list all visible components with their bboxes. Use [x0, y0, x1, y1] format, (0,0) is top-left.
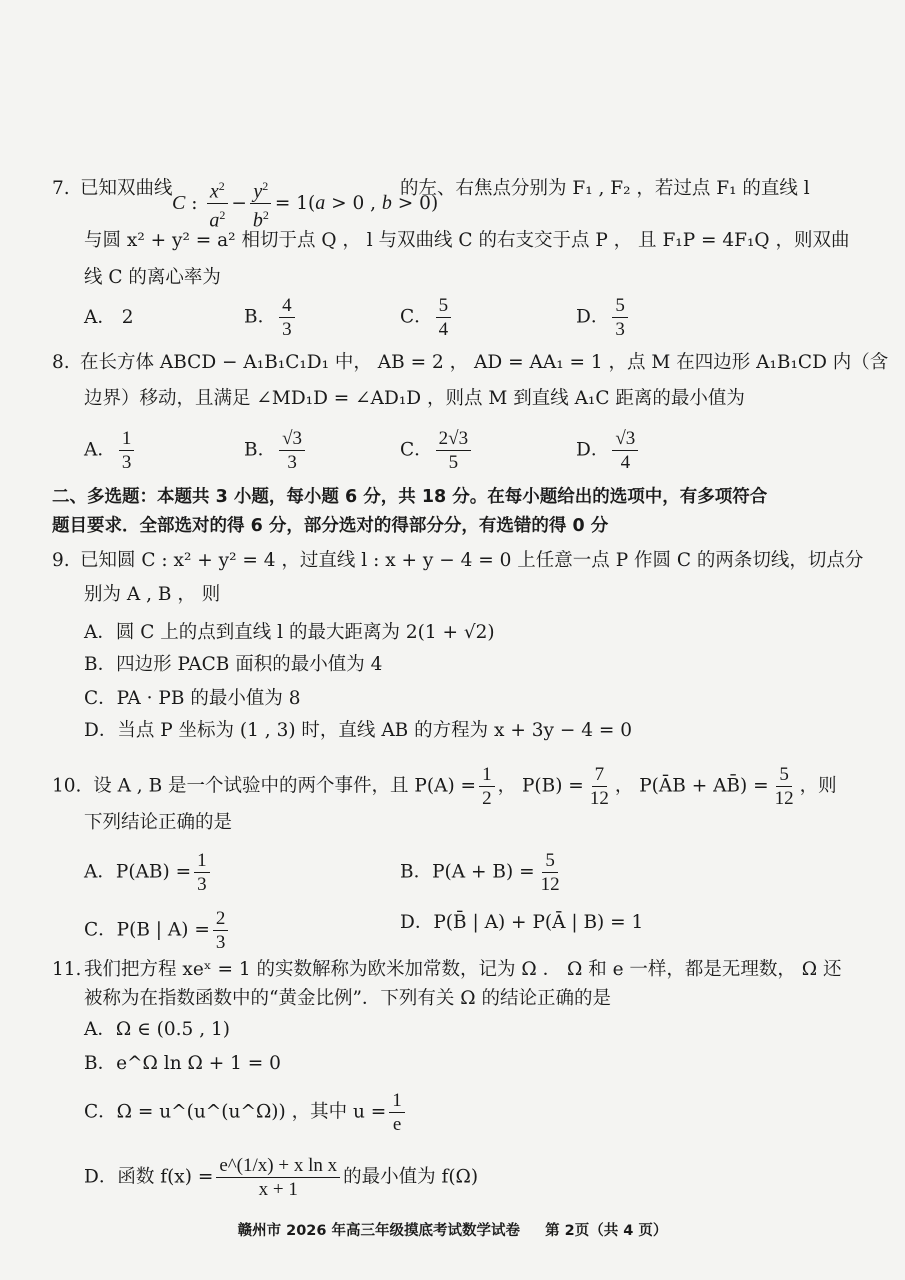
- q7-stem-end: 的左、右焦点分别为 F₁ , F₂ ，若过点 F₁ 的直线 l: [400, 178, 810, 199]
- q10-option-b: B．P(A + B) = $\frac{5}{12}$: [400, 850, 560, 895]
- q11-option-b: B．e^Ω ln Ω + 1 = 0: [84, 1053, 281, 1074]
- q9-option-a: A．圆 C 上的点到直线 l 的最大距离为 2(1 + √2): [84, 622, 495, 643]
- q8-line2: 边界）移动，且满足 ∠MD₁D = ∠AD₁D ，则点 M 到直线 A₁C 距离的最小值为: [84, 388, 745, 409]
- q9-line2: 别为 A , B ， 则: [84, 584, 221, 605]
- q9-option-d: D．当点 P 坐标为 (1 , 3) 时，直线 AB 的方程为 x + 3y − 4 = 0: [84, 720, 633, 741]
- q7-option-a: A． 2: [84, 307, 134, 328]
- q11-line2: 被称为在指数函数中的“黄金比例”．下列有关 Ω 的结论正确的是: [84, 988, 612, 1009]
- q7-line2: 与圆 x² + y² = a² 相切于点 Q ， l 与双曲线 C 的右支交于点 P ， 且 F₁P = 4F₁Q ，则双曲: [84, 230, 850, 251]
- q7-option-c: C． $\frac{5}{4}$: [400, 295, 454, 340]
- q8-number: 8.: [52, 352, 70, 373]
- section-heading-line1: 二、多选题：本题共 3 小题，每小题 6 分，共 18 分。在每小题给出的选项中，有多项符合: [52, 487, 768, 507]
- q11-option-a: A．Ω ∈ (0.5 , 1): [84, 1019, 230, 1040]
- q11-option-d: D．函数 f(x) = $\frac{\text{e\textasciicircum{}(1/x) + x ln x}}{x + 1}$ 的最小值为 f(Ω): [84, 1155, 479, 1200]
- q9-option-c: C．PA · PB 的最小值为 8: [84, 688, 301, 709]
- q7-stem-start: 已知双曲线: [80, 178, 173, 199]
- q10-option-a: A．P(AB) = $\frac{1}{3}$: [84, 850, 213, 895]
- q10-line2: 下列结论正确的是: [84, 812, 233, 833]
- q9-line1: 已知圆 C : x² + y² = 4 ，过直线 l : x + y − 4 = 0 上任意一点 P 作圆 C 的两条切线，切点分: [80, 550, 864, 571]
- q7-line3: 线 C 的离心率为: [84, 267, 221, 288]
- q11-line1: 我们把方程 xeˣ = 1 的实数解称为欧米加常数，记为 Ω ． Ω 和 e 一样，都是无理数， Ω 还: [84, 959, 842, 980]
- q10-option-c: C．P(B | A) = $\frac{2}{3}$: [84, 908, 231, 953]
- q11-option-c: C．Ω = u^(u^(u^Ω)) ，其中 u = $\frac{1}{e}$: [84, 1090, 408, 1135]
- q9-option-b: B．四边形 PACB 面积的最小值为 4: [84, 654, 383, 675]
- q7-number: 7.: [52, 178, 70, 199]
- section-heading-line2: 题目要求．全部选对的得 6 分，部分选对的得部分分，有选错的得 0 分: [52, 516, 609, 536]
- exam-title: 赣州市 2026 年高三年级摸底考试数学试卷: [237, 1223, 521, 1239]
- q8-option-d: D． $\frac{√3}{4}$: [576, 428, 641, 473]
- q7-option-d: D． $\frac{5}{3}$: [576, 295, 631, 340]
- q8-option-b: B． $\frac{√3}{3}$: [244, 428, 308, 473]
- q7-option-b: B． $\frac{4}{3}$: [244, 295, 298, 340]
- q10-option-d: D．P(B̄ | A) + P(Ā | B) = 1: [400, 912, 644, 933]
- page-number: 第 2页（共 4 页）: [545, 1223, 668, 1239]
- q10-line1: 10. 设 A , B 是一个试验中的两个事件，且 P(A) = $\frac{1}{2}$ ， P(B) = $\frac{7}{12}$ ， P(ĀB + AB̄) = $\frac{5}{12}$ ，则: [52, 764, 837, 809]
- q9-number: 9.: [52, 550, 70, 571]
- q7-equation: C : $\frac{x^2}{a^2}$ − $\frac{y^2}{b^2}$ = 1(a > 0 , b > 0): [172, 176, 438, 232]
- q8-line1: 在长方体 ABCD − A₁B₁C₁D₁ 中， AB = 2 ， AD = AA₁ = 1 ，点 M 在四边形 A₁B₁CD 内（含: [80, 352, 889, 373]
- q11-number: 11.: [52, 959, 82, 980]
- q8-option-a: A． $\frac{1}{3}$: [84, 428, 137, 473]
- page-footer: [0, 1219, 905, 1240]
- q8-option-c: C． $\frac{2√3}{5}$: [400, 428, 474, 473]
